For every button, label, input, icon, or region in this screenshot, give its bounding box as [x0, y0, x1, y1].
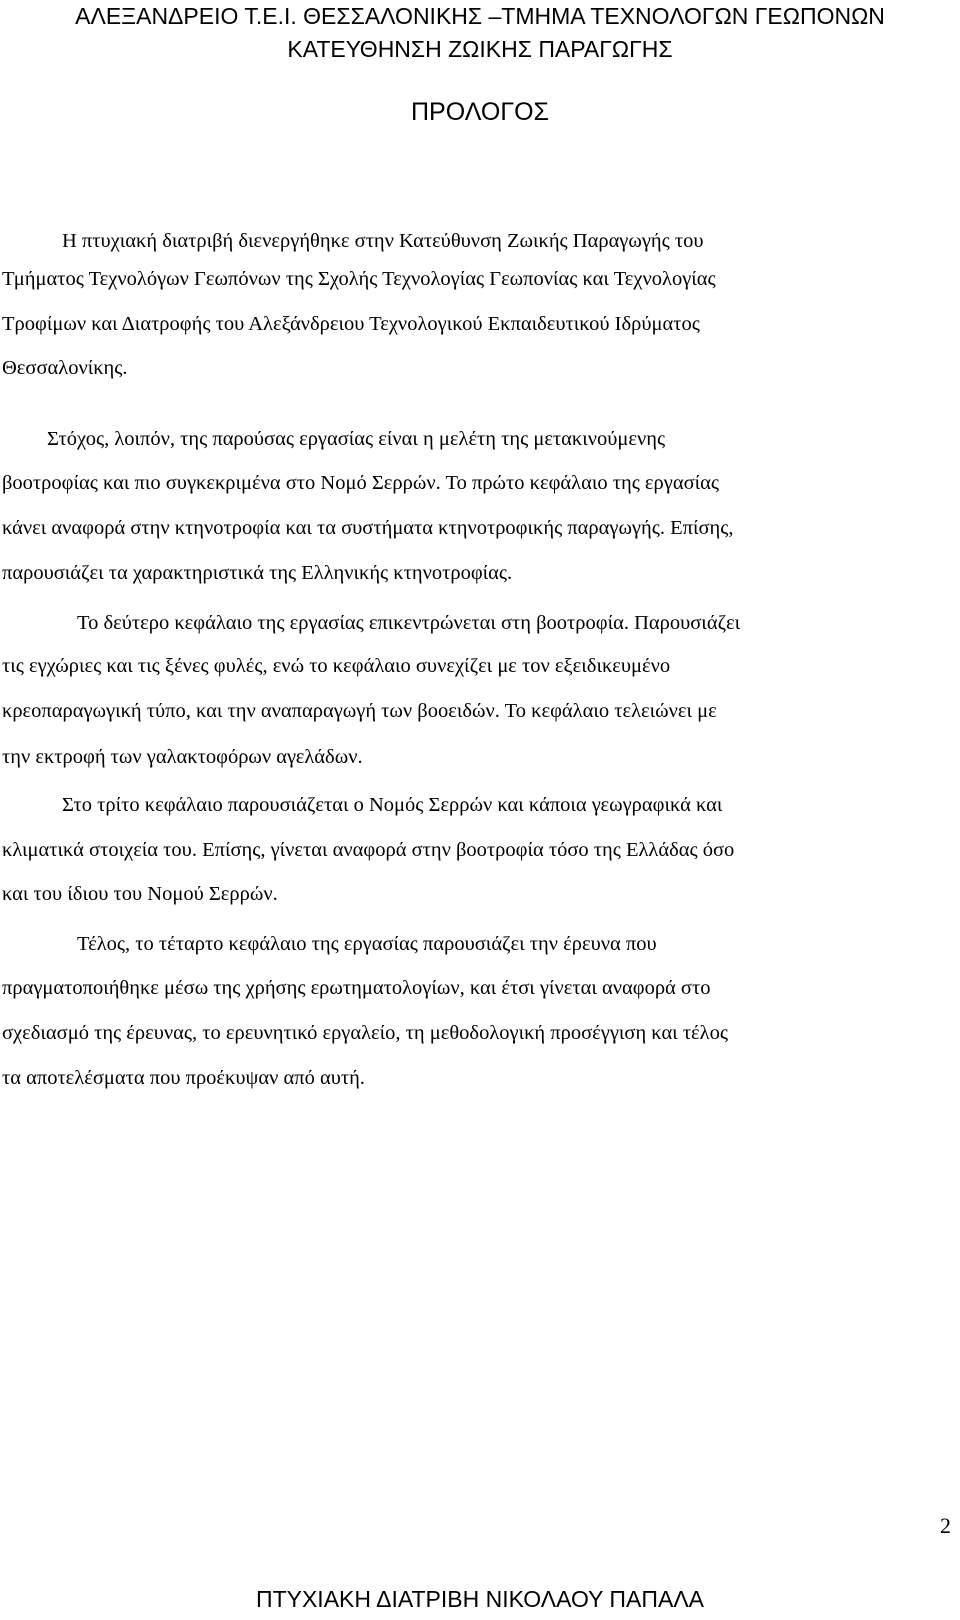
text-line: Θεσσαλονίκης.	[2, 357, 128, 379]
text-line: Τέλος, το τέταρτο κεφάλαιο της εργασίας παρουσιάζει την έρευνα που	[77, 933, 657, 955]
text-line: παρουσιάζει τα χαρακτηριστικά της Ελληνικής κτηνοτροφίας.	[2, 562, 513, 584]
text-line: την εκτροφή των γαλακτοφόρων αγελάδων.	[2, 746, 363, 768]
text-line: Το δεύτερο κεφάλαιο της εργασίας επικεντρώνεται στη βοοτροφία. Παρουσιάζει	[77, 612, 741, 634]
text-line: Στόχος, λοιπόν, της παρούσας εργασίας είναι η μελέτη της μετακινούμενης	[47, 428, 666, 450]
text-line: Στο τρίτο κεφάλαιο παρουσιάζεται ο Νομός Σερρών και κάποια γεωγραφικά και	[62, 794, 723, 816]
text-line: βοοτροφίας και πιο συγκεκριμένα στο Νομό Σερρών. Το πρώτο κεφάλαιο της εργασίας	[2, 472, 719, 494]
text-line: τα αποτελέσματα που προέκυψαν από αυτή.	[2, 1067, 365, 1089]
page-number: 2	[940, 1513, 951, 1538]
text-line: και του ίδιου του Νομού Σερρών.	[2, 883, 278, 905]
running-header-institution: ΑΛΕΞΑΝΔΡΕΙΟ Τ.Ε.Ι. ΘΕΣΣΑΛΟΝΙΚΗΣ –ΤΜΗΜΑ ΤΕΧΝΟΛΟΓΩΝ ΓΕΩΠΟΝΩΝ	[75, 3, 885, 29]
text-line: κρεοπαραγωγική τύπο, και την αναπαραγωγή των βοοειδών. Το κεφάλαιο τελειώνει με	[2, 700, 717, 722]
text-line: κάνει αναφορά στην κτηνοτροφία και τα συστήματα κτηνοτροφικής παραγωγής. Επίσης,	[2, 517, 734, 539]
text-line: Τροφίμων και Διατροφής του Αλεξάνδρειου Τεχνολογικού Εκπαιδευτικού Ιδρύματος	[2, 313, 700, 335]
text-line: τις εγχώριες και τις ξένες φυλές, ενώ το κεφάλαιο συνεχίζει με τον εξειδικευμένο	[2, 655, 671, 677]
running-header-direction: ΚΑΤΕΥΘΗΝΣΗ ΖΩΙΚΗΣ ΠΑΡΑΓΩΓΗΣ	[287, 36, 673, 62]
text-line: Η πτυχιακή διατριβή διενεργήθηκε στην Κατεύθυνση Ζωικής Παραγωγής του	[62, 230, 704, 252]
text-line: σχεδιασμό της έρευνας, το ερευνητικό εργαλείο, τη μεθοδολογική προσέγγιση και τέλος	[2, 1022, 728, 1044]
text-line: πραγματοποιήθηκε μέσω της χρήσης ερωτηματολογίων, και έτσι γίνεται αναφορά στο	[2, 977, 711, 999]
running-footer: ΠΤΥΧΙΑΚΗ ΔΙΑΤΡΙΒΗ ΝΙΚΟΛΑΟΥ ΠΑΠΑΛΑ	[255, 1586, 705, 1612]
text-line: Τμήματος Τεχνολόγων Γεωπόνων της Σχολής Τεχνολογίας Γεωπονίας και Τεχνολογίας	[2, 268, 716, 290]
text-line: κλιματικά στοιχεία του. Επίσης, γίνεται αναφορά στην βοοτροφία τόσο της Ελλάδας όσο	[2, 839, 735, 861]
page-title: ΠΡΟΛΟΓΟΣ	[410, 98, 549, 126]
